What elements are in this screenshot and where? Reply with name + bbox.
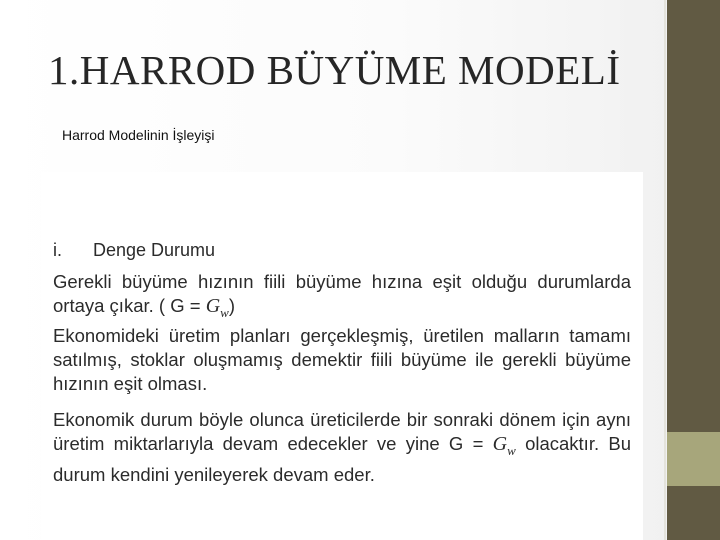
paragraph-text: Gerekli büyüme hızının fiili büyüme hızına eşit olduğu durumlarda ortaya çıkar. ( G = xyxy=(53,271,631,316)
sidebar-divider xyxy=(664,0,666,540)
content-image-panel xyxy=(41,172,643,540)
paragraph-production-plans: Ekonomideki üretim planları gerçekleşmiş, üretilen malların tamamı satılmış, stoklar oluşmamış demektir fiili büyüme ile gerekli büyüme hızının eşit olması. xyxy=(53,325,631,394)
paragraph-text-end: ) xyxy=(228,295,235,316)
section-heading xyxy=(53,240,215,261)
slide-subtitle: Harrod Modelinin İşleyişi xyxy=(62,127,215,143)
paragraph-next-period xyxy=(53,408,631,487)
paragraph-text-end: olacaktır. Bu durum kendini yenileyerek devam eder. xyxy=(53,433,631,485)
paragraph-equilibrium-definition xyxy=(53,270,631,325)
paragraph-text: Ekonomik durum böyle olunca üreticilerde bir sonraki dönem için aynı üretim miktarlarıyla devam edecekler ve yine G = xyxy=(53,409,631,454)
math-gw: $G_w$ xyxy=(205,295,229,320)
decorative-sidebar-accent xyxy=(667,432,720,486)
section-number: i. xyxy=(53,240,62,260)
slide-title: 1.HARROD BÜYÜME MODELİ xyxy=(48,47,621,93)
section-heading-text: Denge Durumu xyxy=(93,240,216,260)
math-gw: $G_w$ xyxy=(492,433,516,458)
